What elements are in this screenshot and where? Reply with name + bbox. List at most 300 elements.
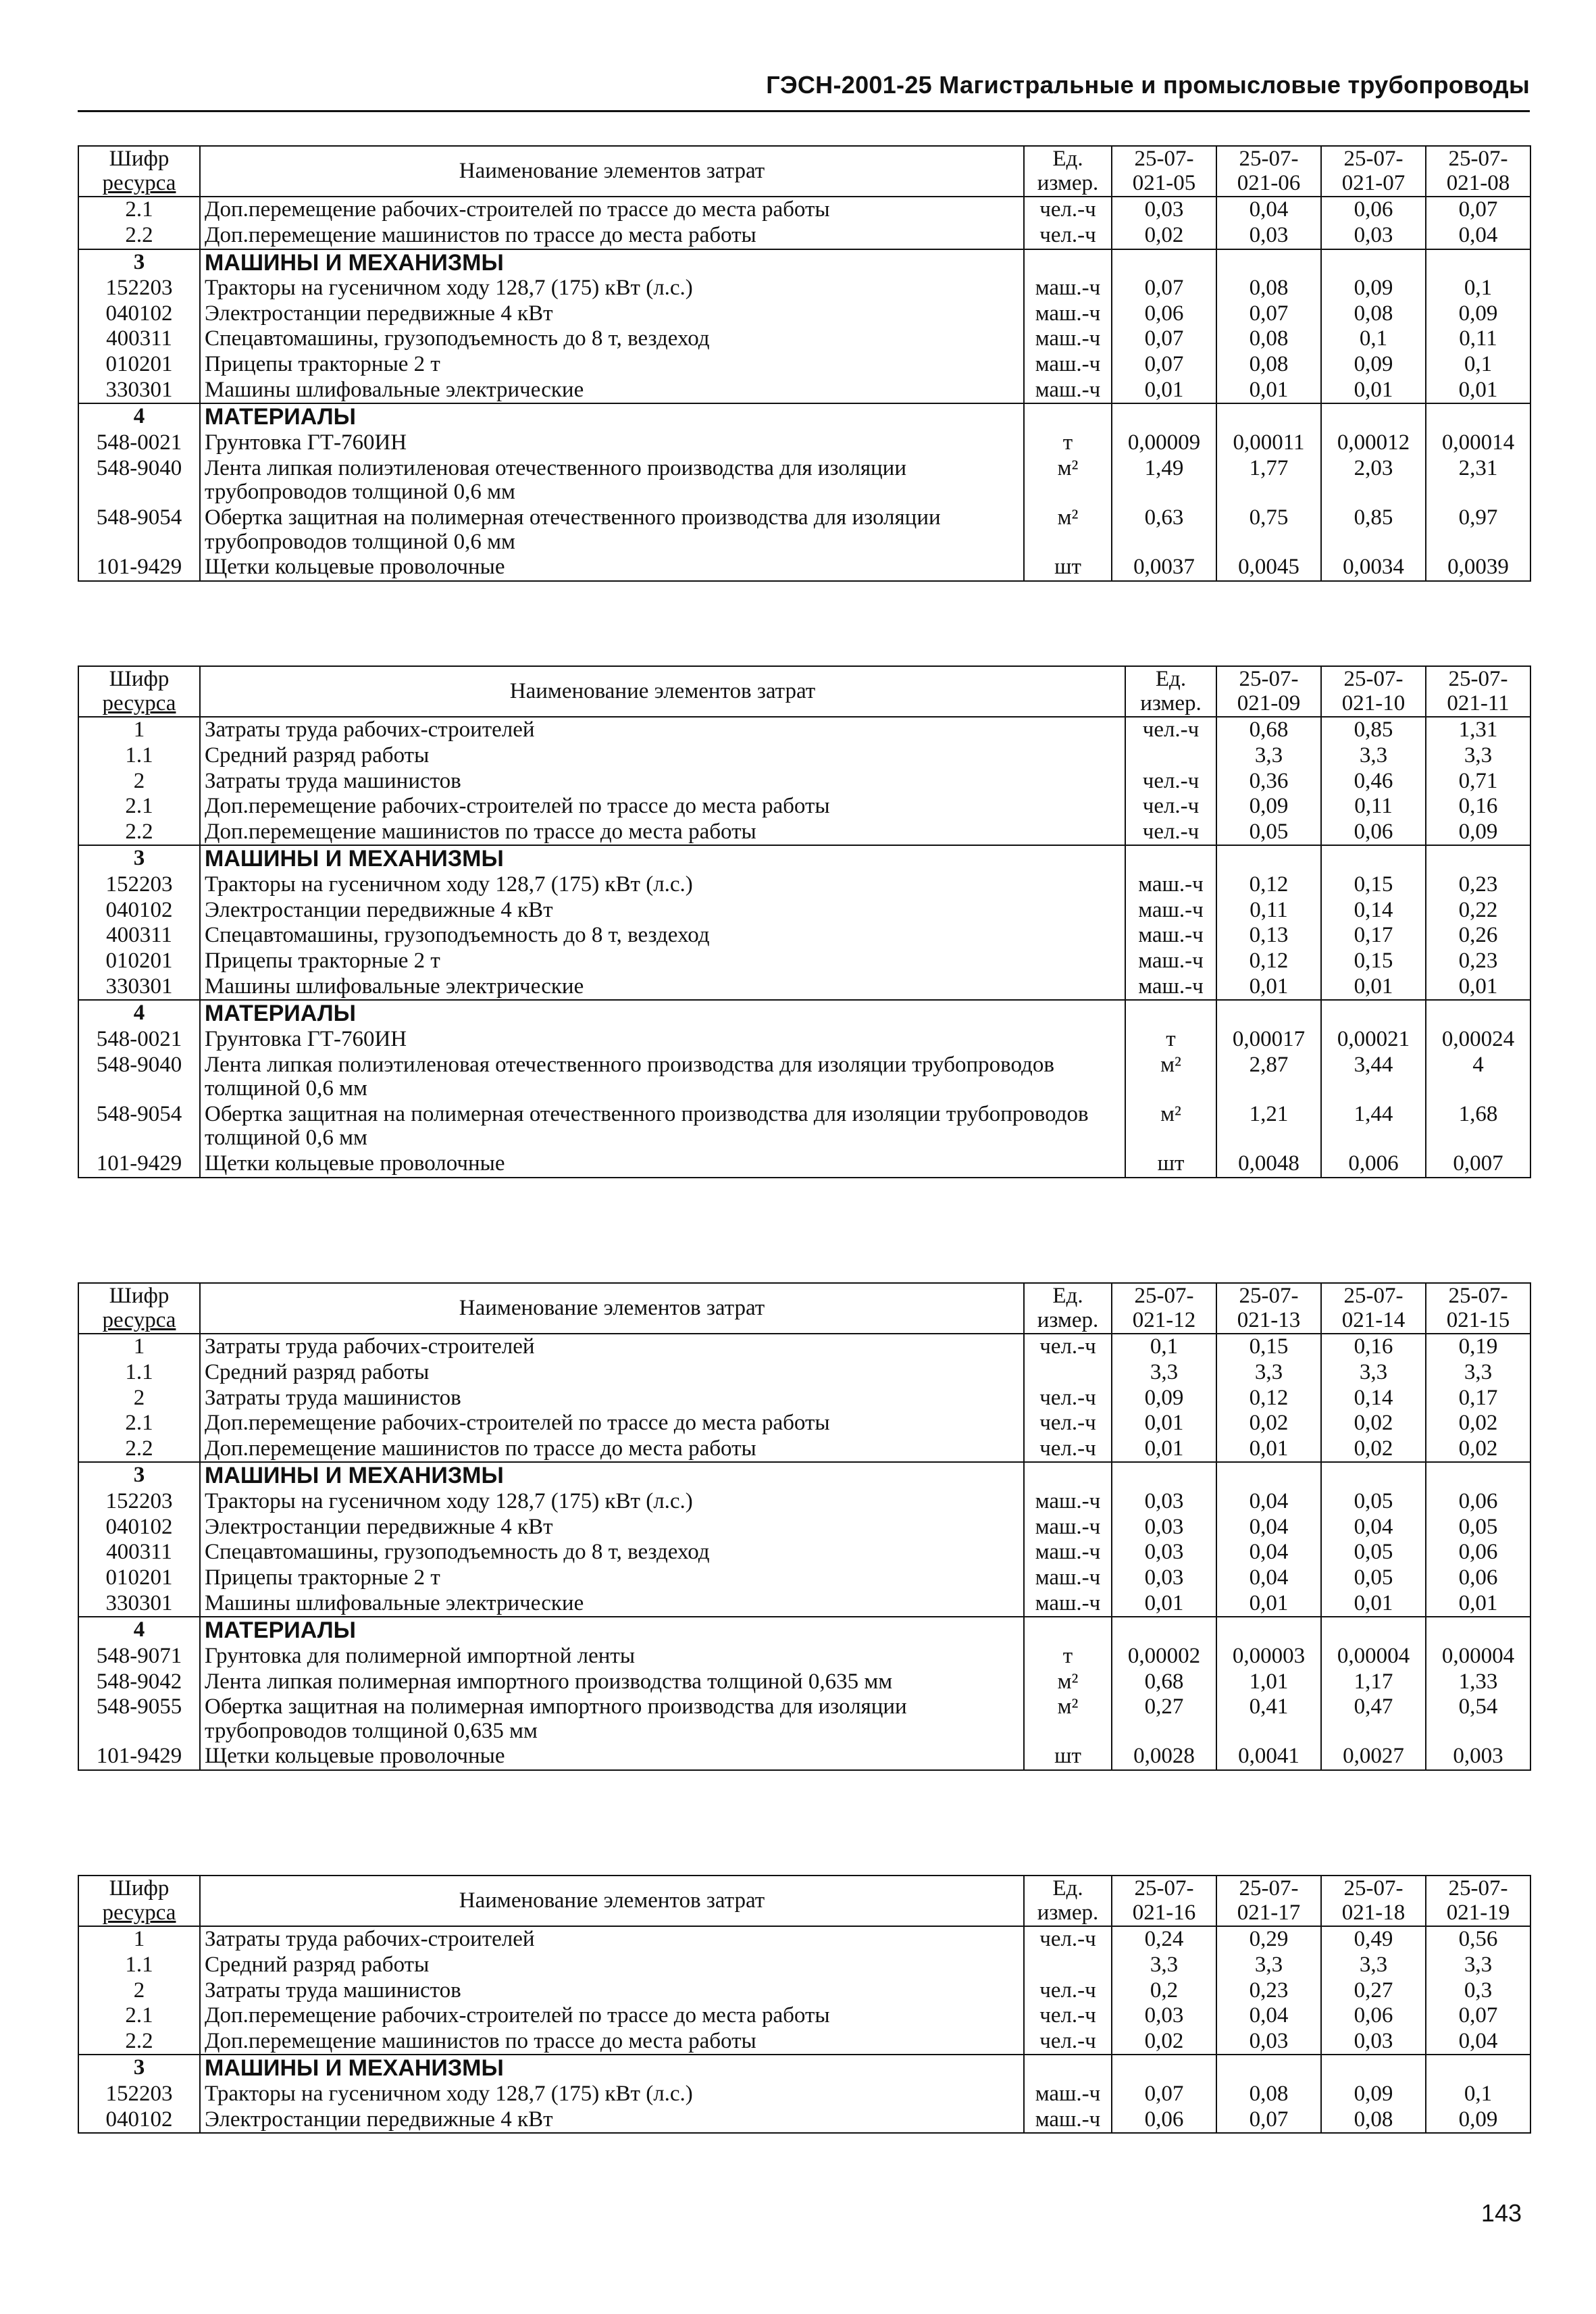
norm-value: 0,01 <box>1426 378 1530 404</box>
section-row <box>78 2055 1530 2082</box>
header-norm-code <box>1216 146 1321 197</box>
unit <box>1125 1000 1216 1027</box>
cost-element-name: Доп.перемещение машинистов по трассе до места работы <box>200 2029 1024 2055</box>
norm-code: 25-07-021-10 <box>1341 667 1406 715</box>
norm-value: 3,3 <box>1112 1360 1216 1386</box>
unit: т <box>1024 430 1112 456</box>
norm-value: 0,07 <box>1216 301 1321 327</box>
header-unit-line1: Ед. <box>1052 1284 1083 1308</box>
table-row <box>78 223 1530 249</box>
unit: маш.-ч <box>1024 1515 1112 1540</box>
unit: маш.-ч <box>1125 974 1216 1001</box>
norm-value: 0,01 <box>1216 974 1321 1001</box>
norm-value: 0,11 <box>1426 326 1530 352</box>
norm-value: 0,04 <box>1216 1540 1321 1565</box>
norm-value: 0,07 <box>1426 2003 1530 2029</box>
norm-value: 0,0037 <box>1112 555 1216 581</box>
norm-value: 2,03 <box>1321 456 1426 505</box>
norm-value: 0,06 <box>1321 197 1426 223</box>
norm-value: 3,3 <box>1216 743 1321 769</box>
header-norm-code <box>1321 1876 1426 1926</box>
cost-element-name: Доп.перемещение машинистов по трассе до места работы <box>200 223 1024 249</box>
header-norm-code <box>1112 1876 1216 1926</box>
unit <box>1024 2055 1112 2082</box>
table-row <box>78 1744 1530 1770</box>
norm-value: 0,09 <box>1112 1386 1216 1411</box>
cost-element-name: Средний разряд работы <box>200 1953 1024 1978</box>
norm-value: 0,02 <box>1112 2029 1216 2055</box>
header-norm-code <box>1426 146 1530 197</box>
cost-element-name: Спецавтомашины, грузоподъемность до 8 т, вездеход <box>200 326 1024 352</box>
norm-value: 0,02 <box>1112 223 1216 249</box>
cost-element-name: Грунтовка для полимерной импортной ленты <box>200 1644 1024 1669</box>
header-norm-code <box>1426 1876 1530 1926</box>
norm-code: 25-07-021-05 <box>1132 147 1196 195</box>
resource-code: 548-9054 <box>78 1102 200 1151</box>
header-code <box>78 1283 200 1334</box>
cost-element-name: Затраты труда машинистов <box>200 769 1125 795</box>
header-unit-line2: измер. <box>1037 1307 1099 1332</box>
table-row <box>78 1591 1530 1617</box>
norm-value: 0,09 <box>1321 352 1426 378</box>
norm-value: 0,24 <box>1112 1926 1216 1953</box>
norm-value: 0,03 <box>1321 223 1426 249</box>
norm-value: 0,11 <box>1216 898 1321 924</box>
norm-value: 0,03 <box>1112 1540 1216 1565</box>
resource-code: 330301 <box>78 974 200 1001</box>
header-unit-line2: измер. <box>1140 690 1202 715</box>
norm-value: 0,17 <box>1426 1386 1530 1411</box>
norm-value <box>1216 403 1321 430</box>
norm-value: 0,06 <box>1321 2003 1426 2029</box>
unit <box>1024 1617 1112 1644</box>
norm-code: 25-07-021-15 <box>1446 1284 1510 1332</box>
norm-value: 0,15 <box>1321 949 1426 974</box>
norm-value: 0,04 <box>1426 2029 1530 2055</box>
section-row <box>78 403 1530 430</box>
header-unit <box>1024 1876 1112 1926</box>
unit: чел.-ч <box>1125 820 1216 846</box>
header-code-line2: ресурса <box>102 170 176 195</box>
table-row <box>78 1053 1530 1102</box>
norm-value: 0,07 <box>1216 2107 1321 2134</box>
unit: м² <box>1125 1053 1216 1102</box>
norm-value: 0,97 <box>1426 505 1530 555</box>
resource-code: 101-9429 <box>78 1151 200 1178</box>
table-row <box>78 2107 1530 2134</box>
norm-value <box>1426 845 1530 872</box>
resource-code: 2 <box>78 1978 200 2004</box>
norm-value: 0,12 <box>1216 872 1321 898</box>
unit: чел.-ч <box>1024 1926 1112 1953</box>
cost-element-name: Доп.перемещение рабочих-строителей по трассе до места работы <box>200 794 1125 820</box>
table-row <box>78 974 1530 1001</box>
table-row <box>78 1151 1530 1178</box>
unit <box>1024 249 1112 276</box>
norm-value: 0,1 <box>1426 352 1530 378</box>
section-title: МАТЕРИАЛЫ <box>200 1617 1024 1644</box>
table-header-row <box>78 146 1530 197</box>
table-row <box>78 872 1530 898</box>
cost-element-name: Прицепы тракторные 2 т <box>200 352 1024 378</box>
cost-element-name: Доп.перемещение рабочих-строителей по трассе до места работы <box>200 197 1024 223</box>
norm-value: 0,03 <box>1321 2029 1426 2055</box>
header-name: Наименование элементов затрат <box>200 1283 1024 1334</box>
unit <box>1125 845 1216 872</box>
unit: чел.-ч <box>1125 794 1216 820</box>
norm-value <box>1112 1617 1216 1644</box>
norm-value: 0,08 <box>1321 301 1426 327</box>
section-title: МАШИНЫ И МЕХАНИЗМЫ <box>200 249 1024 276</box>
norm-value: 1,17 <box>1321 1669 1426 1695</box>
unit <box>1024 1360 1112 1386</box>
table-row <box>78 743 1530 769</box>
header-norm-code <box>1321 146 1426 197</box>
section-title: МАШИНЫ И МЕХАНИЗМЫ <box>200 2055 1024 2082</box>
cost-element-name: Щетки кольцевые проволочные <box>200 1744 1024 1770</box>
norm-value: 0,01 <box>1216 378 1321 404</box>
unit: маш.-ч <box>1024 301 1112 327</box>
norm-value: 3,3 <box>1426 1360 1530 1386</box>
header-unit-line2: измер. <box>1037 170 1099 195</box>
norm-value <box>1321 1617 1426 1644</box>
norm-value: 0,09 <box>1216 794 1321 820</box>
resource-code: 040102 <box>78 2107 200 2134</box>
norm-value: 0,00002 <box>1112 1644 1216 1669</box>
norm-value <box>1426 403 1530 430</box>
norm-value <box>1426 1462 1530 1489</box>
unit: чел.-ч <box>1125 769 1216 795</box>
norm-value: 0,00009 <box>1112 430 1216 456</box>
norm-value: 3,3 <box>1112 1953 1216 1978</box>
cost-element-name: Доп.перемещение рабочих-строителей по трассе до места работы <box>200 2003 1024 2029</box>
table-row <box>78 898 1530 924</box>
resource-code: 548-0021 <box>78 430 200 456</box>
cost-element-name: Прицепы тракторные 2 т <box>200 1565 1024 1591</box>
norm-value: 0,03 <box>1112 1515 1216 1540</box>
norm-code: 25-07-021-19 <box>1446 1876 1510 1925</box>
norm-value <box>1321 403 1426 430</box>
table-row <box>78 820 1530 846</box>
norm-value: 0,03 <box>1112 2003 1216 2029</box>
header-norm-code <box>1321 666 1426 717</box>
table-row <box>78 352 1530 378</box>
cost-element-name: Затраты труда рабочих-строителей <box>200 717 1125 743</box>
cost-element-name: Обертка защитная на полимерная импортного производства для изоляции трубопроводов толщиной 0,635 мм <box>200 1694 1024 1744</box>
norm-value <box>1112 1462 1216 1489</box>
norm-value: 0,09 <box>1426 820 1530 846</box>
section-row <box>78 249 1530 276</box>
norm-value: 0,46 <box>1321 769 1426 795</box>
table-row <box>78 2082 1530 2107</box>
header-code-line1: Шифр <box>109 667 170 691</box>
table-row <box>78 1027 1530 1053</box>
norm-value: 0,36 <box>1216 769 1321 795</box>
resource-code: 548-9071 <box>78 1644 200 1669</box>
norm-value: 0,06 <box>1112 2107 1216 2134</box>
header-norm-code <box>1321 1283 1426 1334</box>
norm-value: 0,06 <box>1426 1540 1530 1565</box>
norm-value <box>1112 403 1216 430</box>
norm-value: 0,27 <box>1112 1694 1216 1744</box>
resource-code: 548-9040 <box>78 1053 200 1102</box>
unit <box>1024 1953 1112 1978</box>
resource-code: 3 <box>78 1462 200 1489</box>
norm-value <box>1426 249 1530 276</box>
norm-value: 0,1 <box>1321 326 1426 352</box>
norm-value: 0,85 <box>1321 505 1426 555</box>
unit: м² <box>1024 456 1112 505</box>
norm-table <box>78 145 1531 582</box>
norm-value: 0,01 <box>1216 1436 1321 1463</box>
table-row <box>78 1436 1530 1463</box>
unit: маш.-ч <box>1024 326 1112 352</box>
norm-value: 0,63 <box>1112 505 1216 555</box>
table-row <box>78 456 1530 505</box>
norm-value: 0,01 <box>1321 378 1426 404</box>
norm-value: 0,02 <box>1426 1411 1530 1436</box>
header-code-line1: Шифр <box>109 1284 170 1308</box>
norm-value: 0,16 <box>1321 1334 1426 1360</box>
norm-value: 3,3 <box>1426 1953 1530 1978</box>
table-row <box>78 326 1530 352</box>
unit: чел.-ч <box>1024 2003 1112 2029</box>
norm-value: 0,09 <box>1426 301 1530 327</box>
norm-value: 0,01 <box>1112 378 1216 404</box>
unit: чел.-ч <box>1024 1436 1112 1463</box>
unit: шт <box>1024 1744 1112 1770</box>
table-header-row <box>78 1876 1530 1926</box>
norm-value <box>1426 1617 1530 1644</box>
norm-value <box>1216 1000 1321 1027</box>
norm-code: 25-07-021-07 <box>1341 147 1406 195</box>
cost-element-name: Электростанции передвижные 4 кВт <box>200 2107 1024 2134</box>
resource-code: 2.1 <box>78 794 200 820</box>
norm-value: 0,0045 <box>1216 555 1321 581</box>
norm-value <box>1321 2055 1426 2082</box>
table-row <box>78 1565 1530 1591</box>
norm-value: 0,02 <box>1321 1436 1426 1463</box>
table-row <box>78 1411 1530 1436</box>
resource-code: 3 <box>78 845 200 872</box>
unit: т <box>1024 1644 1112 1669</box>
resource-code: 548-9042 <box>78 1669 200 1695</box>
norm-value: 0,85 <box>1321 717 1426 743</box>
cost-element-name: Тракторы на гусеничном ходу 128,7 (175) кВт (л.с.) <box>200 276 1024 301</box>
norm-value: 3,3 <box>1321 1360 1426 1386</box>
norm-value: 0,41 <box>1216 1694 1321 1744</box>
resource-code: 1 <box>78 1334 200 1360</box>
norm-value: 0,04 <box>1216 197 1321 223</box>
norm-value: 0,47 <box>1321 1694 1426 1744</box>
resource-code: 548-9040 <box>78 456 200 505</box>
norm-value: 0,08 <box>1216 2082 1321 2107</box>
norm-value: 1,44 <box>1321 1102 1426 1151</box>
norm-code: 25-07-021-09 <box>1237 667 1301 715</box>
norm-value <box>1321 249 1426 276</box>
norm-value: 0,01 <box>1112 1436 1216 1463</box>
resource-code: 1.1 <box>78 1360 200 1386</box>
norm-value: 0,07 <box>1112 2082 1216 2107</box>
resource-code: 400311 <box>78 326 200 352</box>
norm-value: 0,26 <box>1426 923 1530 949</box>
table-row <box>78 794 1530 820</box>
norm-value: 3,3 <box>1216 1953 1321 1978</box>
unit: маш.-ч <box>1024 378 1112 404</box>
norm-value: 0,01 <box>1112 1411 1216 1436</box>
norm-value <box>1112 2055 1216 2082</box>
unit: м² <box>1125 1102 1216 1151</box>
norm-value: 0,54 <box>1426 1694 1530 1744</box>
resource-code: 010201 <box>78 352 200 378</box>
unit: м² <box>1024 1694 1112 1744</box>
norm-value: 0,15 <box>1216 1334 1321 1360</box>
header-norm-code <box>1112 1283 1216 1334</box>
unit: чел.-ч <box>1024 1411 1112 1436</box>
cost-element-name: Обертка защитная на полимерная отечественного производства для изоляции трубопроводов толщиной 0,6 мм <box>200 1102 1125 1151</box>
norm-table <box>78 1875 1531 2134</box>
norm-value: 0,0027 <box>1321 1744 1426 1770</box>
norm-value: 0,02 <box>1321 1411 1426 1436</box>
unit: чел.-ч <box>1024 2029 1112 2055</box>
norm-code: 25-07-021-06 <box>1237 147 1301 195</box>
norm-value: 0,03 <box>1216 2029 1321 2055</box>
cost-element-name: Грунтовка ГТ-760ИН <box>200 1027 1125 1053</box>
norm-value <box>1426 2055 1530 2082</box>
norm-value <box>1321 1000 1426 1027</box>
cost-element-name: Лента липкая полиэтиленовая отечественного производства для изоляции трубопроводов толщиной 0,6 мм <box>200 1053 1125 1102</box>
cost-element-name: Средний разряд работы <box>200 743 1125 769</box>
norm-value: 0,08 <box>1216 352 1321 378</box>
resource-code: 2 <box>78 1386 200 1411</box>
norm-code: 25-07-021-13 <box>1237 1284 1301 1332</box>
cost-element-name: Машины шлифовальные электрические <box>200 974 1125 1001</box>
resource-code: 330301 <box>78 1591 200 1617</box>
norm-value: 0,68 <box>1216 717 1321 743</box>
header-norm-code <box>1426 1283 1530 1334</box>
table-row <box>78 276 1530 301</box>
resource-code: 2.1 <box>78 2003 200 2029</box>
table-row <box>78 1489 1530 1515</box>
norm-code: 25-07-021-08 <box>1446 147 1510 195</box>
unit: м² <box>1024 1669 1112 1695</box>
norm-value: 0,05 <box>1426 1515 1530 1540</box>
resource-code: 3 <box>78 249 200 276</box>
norm-value: 0,11 <box>1321 794 1426 820</box>
resource-code: 548-0021 <box>78 1027 200 1053</box>
cost-element-name: Обертка защитная на полимерная отечественного производства для изоляции трубопроводов толщиной 0,6 мм <box>200 505 1024 555</box>
cost-element-name: Затраты труда машинистов <box>200 1386 1024 1411</box>
norm-value: 0,01 <box>1426 1591 1530 1617</box>
norm-value: 1,77 <box>1216 456 1321 505</box>
section-row <box>78 1617 1530 1644</box>
header-unit <box>1125 666 1216 717</box>
norm-value: 0,1 <box>1426 276 1530 301</box>
norm-value: 0,08 <box>1321 2107 1426 2134</box>
header-name: Наименование элементов затрат <box>200 666 1125 717</box>
unit: чел.-ч <box>1024 1334 1112 1360</box>
norm-value: 0,02 <box>1216 1411 1321 1436</box>
norm-value: 2,31 <box>1426 456 1530 505</box>
header-unit-line1: Ед. <box>1052 1876 1083 1901</box>
table-row <box>78 1644 1530 1669</box>
norm-table <box>78 1282 1531 1771</box>
norm-value: 0,22 <box>1426 898 1530 924</box>
norm-value: 0,1 <box>1426 2082 1530 2107</box>
norm-value: 0,00024 <box>1426 1027 1530 1053</box>
norm-value: 0,06 <box>1112 301 1216 327</box>
norm-value <box>1216 1617 1321 1644</box>
norm-value: 0,006 <box>1321 1151 1426 1178</box>
table-row <box>78 717 1530 743</box>
norm-value: 0,02 <box>1426 1436 1530 1463</box>
norm-value: 0,04 <box>1216 1489 1321 1515</box>
norm-value: 0,0041 <box>1216 1744 1321 1770</box>
norm-value: 0,3 <box>1426 1978 1530 2004</box>
unit: маш.-ч <box>1125 923 1216 949</box>
norm-value: 1,31 <box>1426 717 1530 743</box>
section-title: МАШИНЫ И МЕХАНИЗМЫ <box>200 1462 1024 1489</box>
norm-value: 0,05 <box>1321 1565 1426 1591</box>
header-name: Наименование элементов затрат <box>200 146 1024 197</box>
norm-value: 0,00011 <box>1216 430 1321 456</box>
resource-code: 152203 <box>78 1489 200 1515</box>
table-row <box>78 301 1530 327</box>
norm-value: 0,71 <box>1426 769 1530 795</box>
table-row <box>78 197 1530 223</box>
norm-value: 0,03 <box>1112 197 1216 223</box>
resource-code: 4 <box>78 403 200 430</box>
norm-value: 0,05 <box>1321 1540 1426 1565</box>
resource-code: 548-9055 <box>78 1694 200 1744</box>
norm-value: 0,00014 <box>1426 430 1530 456</box>
header-code-line1: Шифр <box>109 1876 170 1901</box>
resource-code: 101-9429 <box>78 555 200 581</box>
norm-value: 0,13 <box>1216 923 1321 949</box>
unit: шт <box>1024 555 1112 581</box>
cost-element-name: Доп.перемещение машинистов по трассе до места работы <box>200 1436 1024 1463</box>
resource-code: 010201 <box>78 1565 200 1591</box>
norm-code: 25-07-021-12 <box>1132 1284 1196 1332</box>
norm-value: 0,03 <box>1112 1489 1216 1515</box>
norm-value: 0,09 <box>1321 2082 1426 2107</box>
norm-value: 1,68 <box>1426 1102 1530 1151</box>
cost-element-name: Машины шлифовальные электрические <box>200 378 1024 404</box>
norm-value: 0,15 <box>1321 872 1426 898</box>
norm-value: 0,05 <box>1216 820 1321 846</box>
page-number: 143 <box>1481 2199 1522 2227</box>
norm-value <box>1426 1000 1530 1027</box>
unit: маш.-ч <box>1125 949 1216 974</box>
norm-value: 0,23 <box>1426 949 1530 974</box>
norm-value: 0,01 <box>1216 1591 1321 1617</box>
table-row <box>78 769 1530 795</box>
cost-element-name: Щетки кольцевые проволочные <box>200 555 1024 581</box>
resource-code: 3 <box>78 2055 200 2082</box>
cost-element-name: Затраты труда машинистов <box>200 1978 1024 2004</box>
unit: чел.-ч <box>1024 223 1112 249</box>
header-code <box>78 666 200 717</box>
header-norm-code <box>1112 146 1216 197</box>
resource-code: 1.1 <box>78 1953 200 1978</box>
resource-code: 1 <box>78 717 200 743</box>
section-row <box>78 1000 1530 1027</box>
header-norm-code <box>1216 666 1321 717</box>
section-title: МАТЕРИАЛЫ <box>200 1000 1125 1027</box>
resource-code: 1 <box>78 1926 200 1953</box>
norm-value: 0,08 <box>1216 326 1321 352</box>
header-code <box>78 1876 200 1926</box>
